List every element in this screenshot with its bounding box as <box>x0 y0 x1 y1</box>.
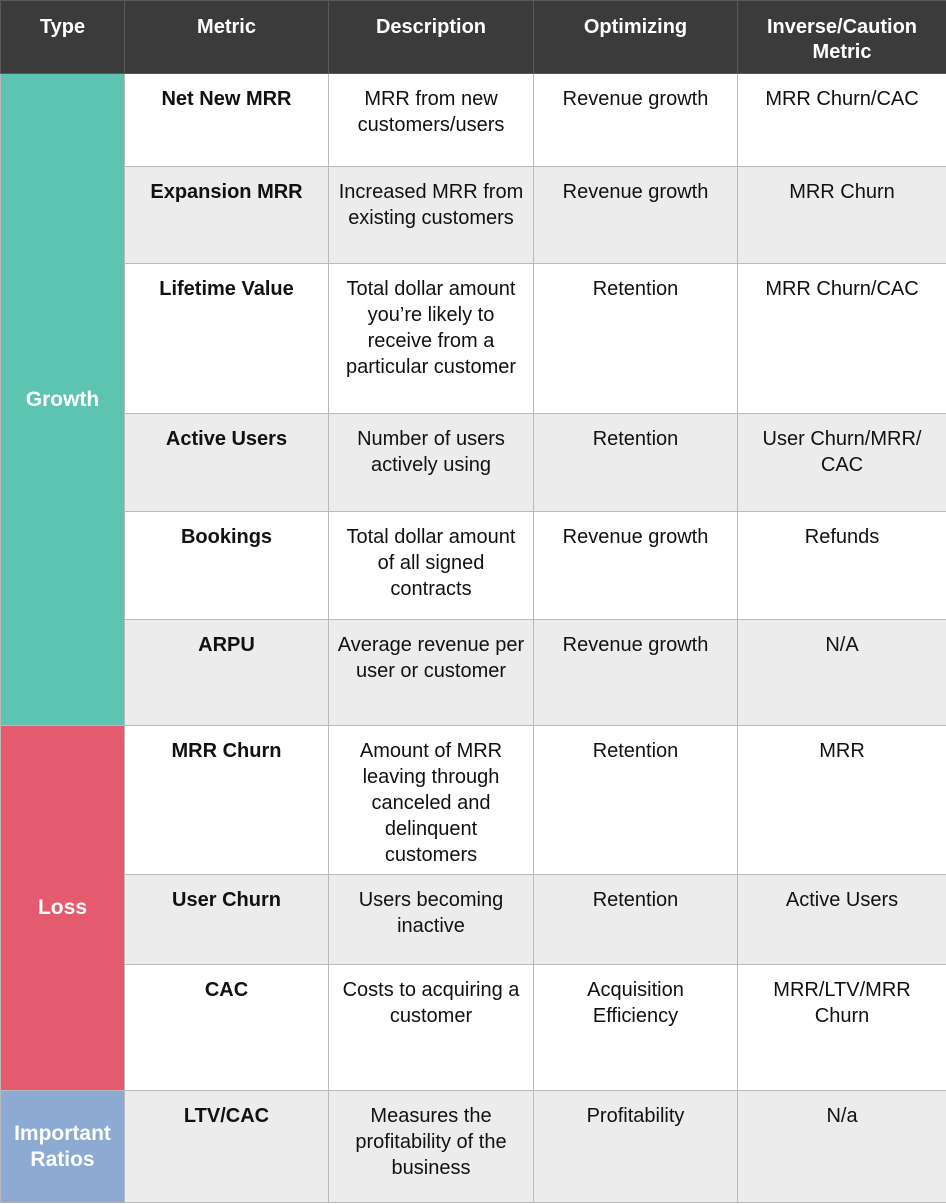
table-row <box>1 965 946 1091</box>
description-cell: Average revenue per user or customer <box>329 620 534 726</box>
table-row <box>1 1091 946 1203</box>
description-cell: Increased MRR from existing customers <box>329 167 534 264</box>
optimizing-cell: Retention <box>534 726 738 875</box>
optimizing-cell: Retention <box>534 414 738 512</box>
table-row <box>1 74 946 167</box>
metric-cell: Net New MRR <box>125 74 329 167</box>
optimizing-cell: Acquisition Efficiency <box>534 965 738 1091</box>
description-cell: Users becoming inactive <box>329 875 534 965</box>
header-row <box>1 1 946 74</box>
optimizing-cell: Retention <box>534 264 738 414</box>
inverse-cell: MRR <box>738 726 946 875</box>
optimizing-cell: Profitability <box>534 1091 738 1203</box>
inverse-cell: Active Users <box>738 875 946 965</box>
description-cell: MRR from new customers/users <box>329 74 534 167</box>
inverse-cell: N/A <box>738 620 946 726</box>
metric-cell: Lifetime Value <box>125 264 329 414</box>
table-row <box>1 875 946 965</box>
table-row <box>1 414 946 512</box>
group-loss: Loss <box>1 726 125 1091</box>
table-row <box>1 512 946 620</box>
optimizing-cell: Revenue growth <box>534 74 738 167</box>
header-metric: Metric <box>125 1 329 74</box>
header-inverse: Inverse/Caution Metric <box>738 1 946 74</box>
description-cell: Measures the profitability of the business <box>329 1091 534 1203</box>
inverse-cell: MRR Churn/CAC <box>738 74 946 167</box>
metric-cell: Active Users <box>125 414 329 512</box>
inverse-cell: User Churn/MRR/ CAC <box>738 414 946 512</box>
description-cell: Total dollar amount of all signed contracts <box>329 512 534 620</box>
optimizing-cell: Revenue growth <box>534 167 738 264</box>
group-growth: Growth <box>1 74 125 726</box>
inverse-cell: MRR/LTV/MRR Churn <box>738 965 946 1091</box>
optimizing-cell: Retention <box>534 875 738 965</box>
metric-cell: Bookings <box>125 512 329 620</box>
metric-cell: Expansion MRR <box>125 167 329 264</box>
inverse-cell: MRR Churn <box>738 167 946 264</box>
header-type: Type <box>1 1 125 74</box>
optimizing-cell: Revenue growth <box>534 620 738 726</box>
description-cell: Costs to acquiring a customer <box>329 965 534 1091</box>
group-important-ratios: Important Ratios <box>1 1091 125 1203</box>
metric-cell: ARPU <box>125 620 329 726</box>
inverse-cell: Refunds <box>738 512 946 620</box>
inverse-cell: MRR Churn/CAC <box>738 264 946 414</box>
inverse-cell: N/a <box>738 1091 946 1203</box>
optimizing-cell: Revenue growth <box>534 512 738 620</box>
header-description: Description <box>329 1 534 74</box>
description-cell: Amount of MRR leaving through canceled and delinquent customers <box>329 726 534 875</box>
table-row <box>1 726 946 875</box>
table-row <box>1 264 946 414</box>
metric-cell: MRR Churn <box>125 726 329 875</box>
metric-cell: CAC <box>125 965 329 1091</box>
metric-cell: LTV/CAC <box>125 1091 329 1203</box>
table-row <box>1 620 946 726</box>
table-row <box>1 167 946 264</box>
description-cell: Total dollar amount you’re likely to receive from a particular customer <box>329 264 534 414</box>
description-cell: Number of users actively using <box>329 414 534 512</box>
header-optimizing: Optimizing <box>534 1 738 74</box>
metric-cell: User Churn <box>125 875 329 965</box>
